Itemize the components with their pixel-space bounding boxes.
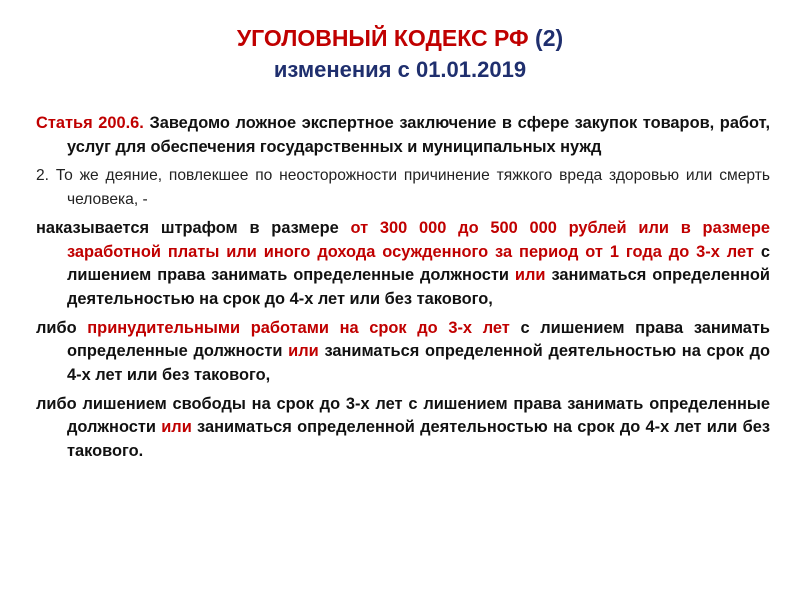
- article-body: [36, 112, 770, 469]
- article-title: Заведомо ложное экспертное заключение в сфере закупок товаров, работ, услуг для обеспечения государственных и муниципальных нужд: [67, 114, 771, 156]
- penalty-fine-suffix: заниматься определенной деятельностью на срок до 4-х лет или без такового,: [67, 266, 770, 308]
- penalty-prison: [36, 393, 770, 464]
- penalty-prison-prefix: либо лишением свободы на срок до 3-х лет с лишением права занимать определенные должности: [36, 394, 770, 437]
- article-number: Статья 200.6.: [36, 114, 144, 132]
- article-part-2: 2. То же деяние, повлекшее по неосторожности причинение тяжкого вреда здоровью или смерть человека, -: [36, 167, 770, 209]
- penalty-prison-or: или: [161, 418, 192, 437]
- penalty-fine-middle: с лишением права занимать определенные должности: [67, 242, 770, 285]
- penalty-labor: [36, 317, 770, 388]
- penalty-fine-prefix: наказывается штрафом в размере: [36, 218, 351, 237]
- penalty-labor-suffix: заниматься определенной деятельностью на срок до 4-х лет или без такового,: [67, 342, 770, 385]
- title-line-2: изменения с 01.01.2019: [273, 57, 527, 82]
- penalty-fine-or: или: [514, 266, 546, 285]
- penalty-labor-highlight: принудительными работами на срок до 3-х лет: [87, 318, 510, 337]
- slide-title: [0, 22, 800, 86]
- article-heading: [36, 112, 770, 159]
- title-main: УГОЛОВНЫЙ КОДЕКС РФ: [236, 25, 529, 51]
- penalty-fine: [36, 217, 770, 312]
- penalty-labor-prefix: либо: [36, 318, 88, 337]
- penalty-labor-middle: с лишением права занимать определенные должности: [67, 318, 770, 361]
- penalty-fine-amount: от 300 000 до 500 000 рублей или в размере заработной платы или иного дохода осужденного за период от 1 года до 3-х лет: [67, 218, 770, 261]
- title-suffix: (2): [535, 25, 564, 51]
- penalty-labor-or: или: [288, 342, 319, 361]
- penalty-prison-suffix: заниматься определенной деятельностью на срок до 4-х лет или без такового.: [67, 418, 770, 461]
- title-line-1: [0, 22, 800, 54]
